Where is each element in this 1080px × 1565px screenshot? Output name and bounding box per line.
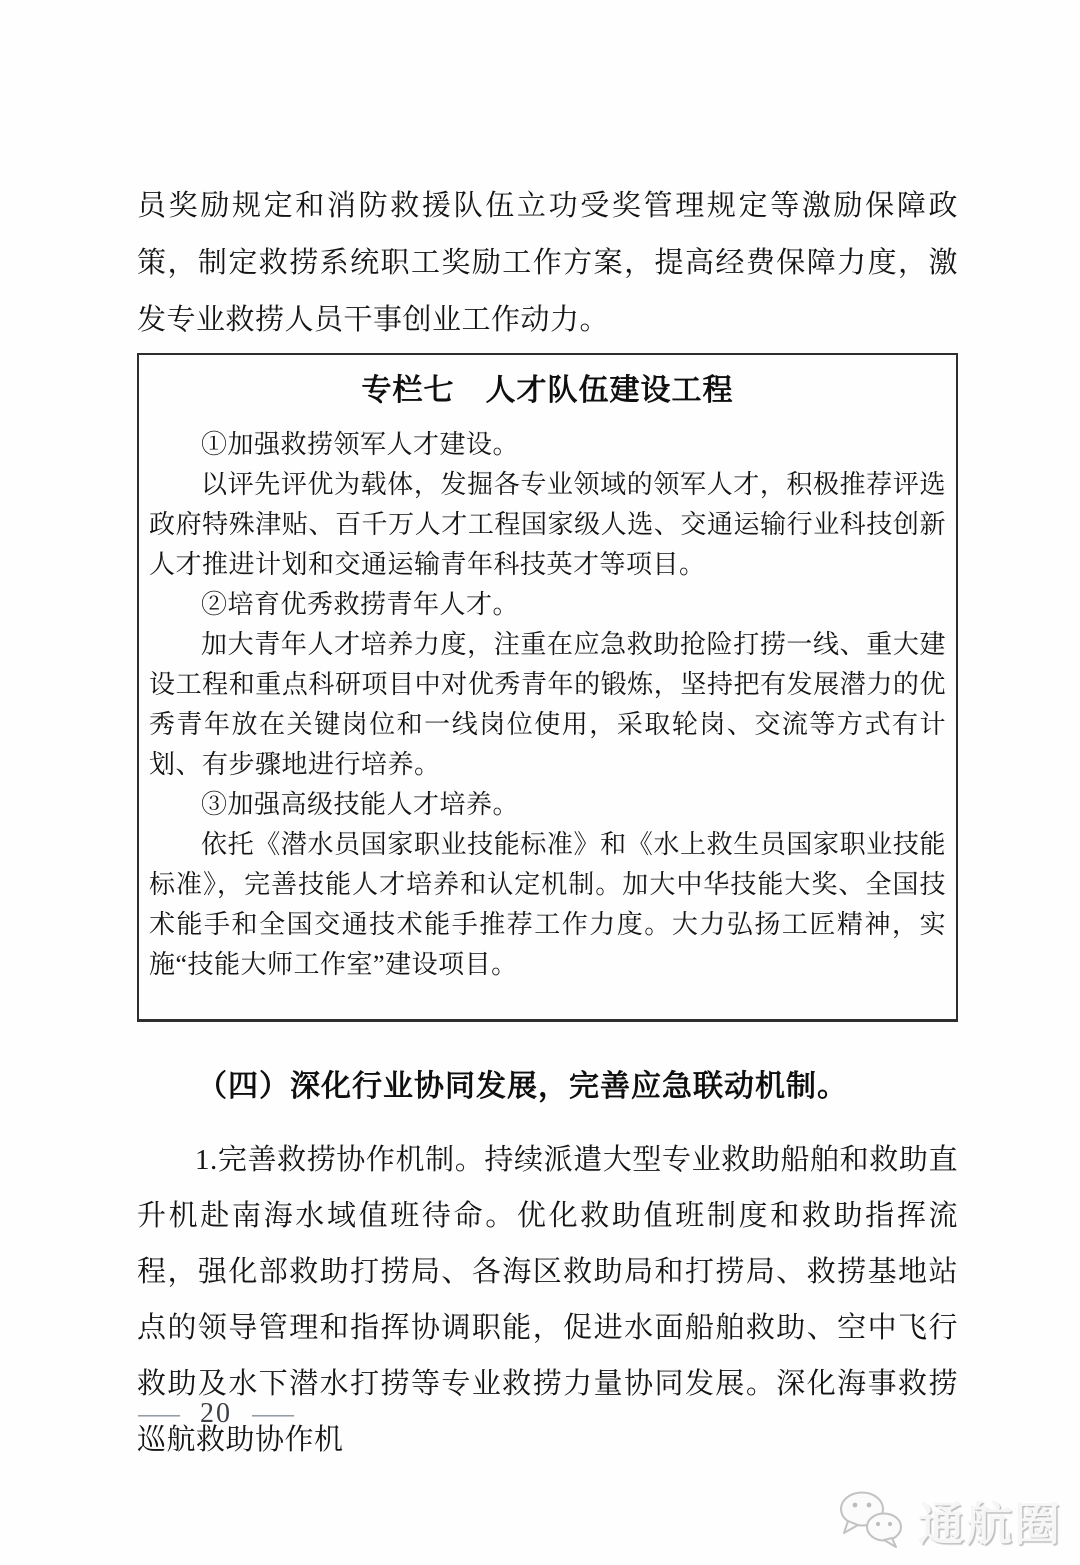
watermark: [836, 1488, 1062, 1554]
watermark-label: 通航圈: [918, 1498, 1062, 1550]
section-heading: （四）深化行业协同发展，完善应急联动机制。: [197, 1070, 848, 1103]
box-paragraph: ③加强高级技能人才培养。: [201, 790, 520, 819]
paragraph-intro: 员奖励规定和消防救援队伍立功受奖管理规定等激励保障政策，制定救捞系统职工奖励工作方案，提高经费保障力度，激发专业救捞人员干事创业工作动力。: [137, 190, 958, 336]
document-content: [137, 0, 958, 1468]
paragraph-main: 1.完善救捞协作机制。持续派遣大型专业救助船舶和救助直升机赴南海水域值班待命。优化救助值班制度和救助指挥流程，强化部救助打捞局、各海区救助局和打捞局、救捞基地站点的领导管理和指挥协调职能，促进水面船舶救助、空中飞行救助及水下潜水打捞等专业救捞力量协同发展。深化海事救捞巡航救助协作机: [137, 1144, 958, 1456]
box-paragraph: 依托《潜水员国家职业技能标准》和《水上救生员国家职业技能标准》，完善技能人才培养和认定机制。加大中华技能大奖、全国技术能手和全国交通技术能手推荐工作力度。大力弘扬工匠精神，实施“技能大师工作室”建设项目。: [149, 830, 946, 979]
wechat-icon: [836, 1489, 908, 1554]
footer-dash-right: —: [252, 1399, 294, 1428]
page-number: 20: [200, 1398, 232, 1429]
special-column-box: [137, 353, 958, 1022]
footer-dash-left: —: [138, 1399, 180, 1428]
box-title: 专栏七 人才队伍建设工程: [361, 374, 734, 407]
box-paragraph: 以评先评优为载体，发掘各专业领域的领军人才，积极推荐评选政府特殊津贴、百千万人才工程国家级人选、交通运输行业科技创新人才推进计划和交通运输青年科技英才等项目。: [149, 470, 946, 579]
page-footer: [138, 1398, 294, 1430]
box-paragraph: ②培育优秀救捞青年人才。: [201, 590, 520, 619]
box-paragraph: ①加强救捞领军人才建设。: [201, 430, 520, 459]
box-paragraph: 加大青年人才培养力度，注重在应急救助抢险打捞一线、重大建设工程和重点科研项目中对优秀青年的锻炼，坚持把有发展潜力的优秀青年放在关键岗位和一线岗位使用，采取轮岗、交流等方式有计划、有步骤地进行培养。: [149, 630, 946, 779]
